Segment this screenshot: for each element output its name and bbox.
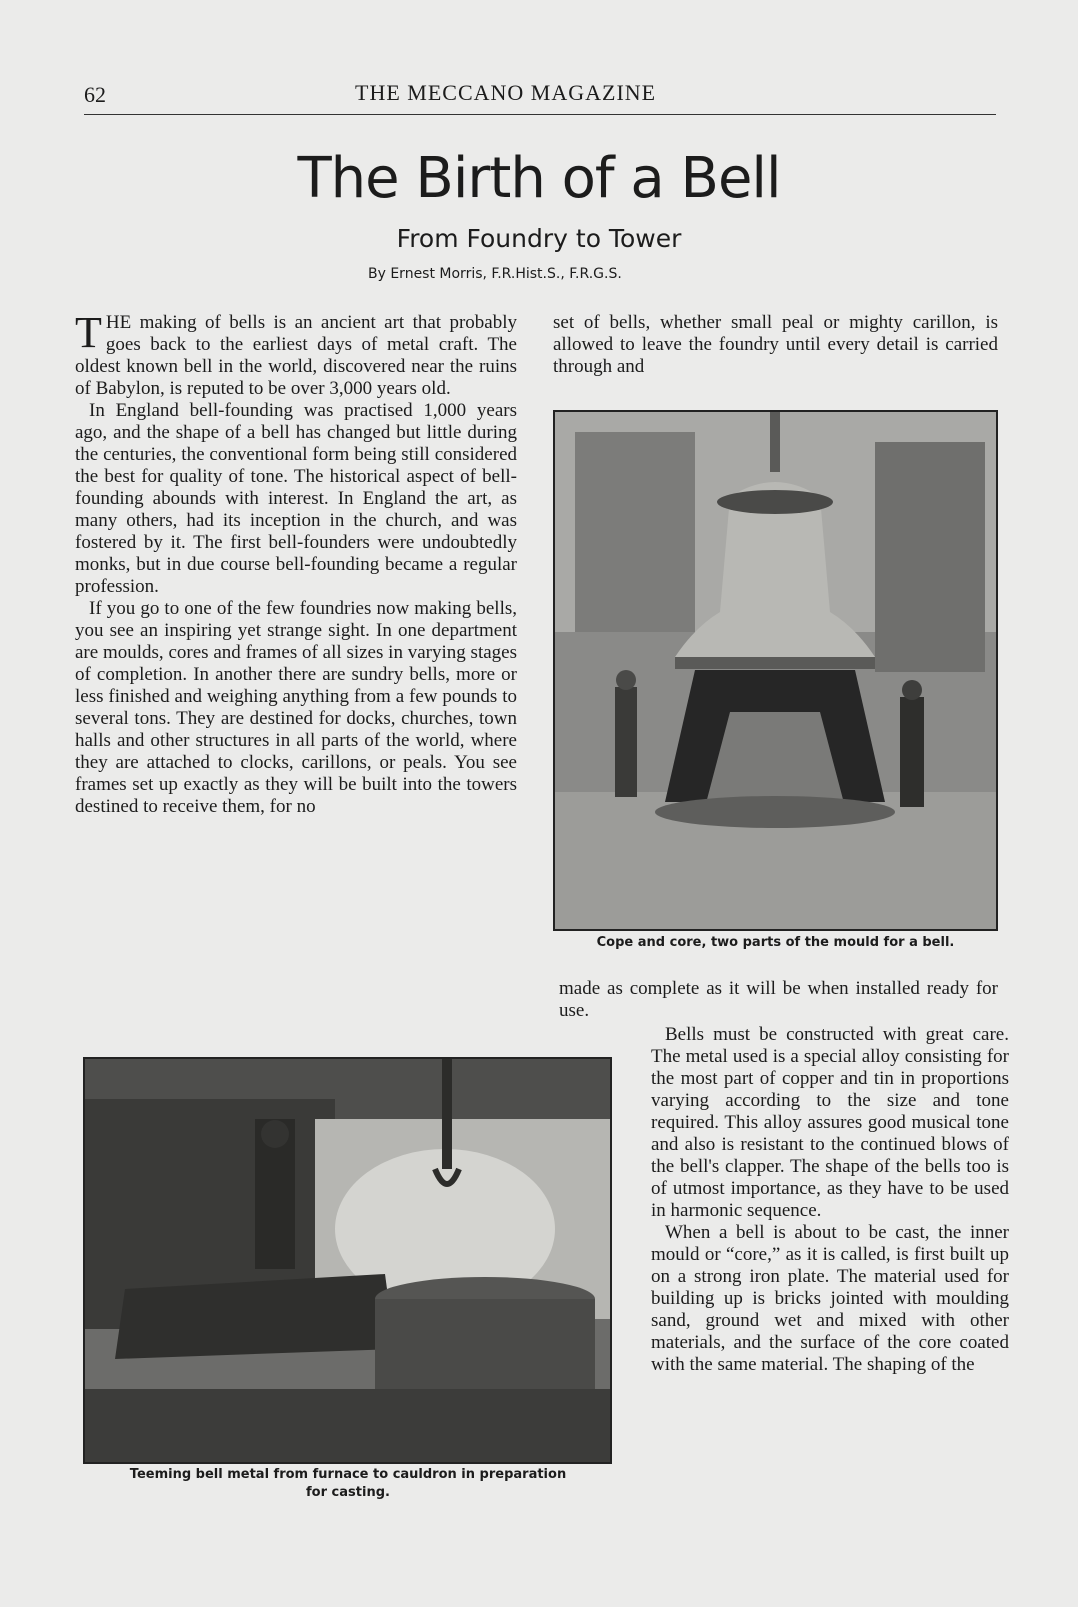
photo-teeming-metal: [83, 1057, 612, 1464]
article-title: The Birth of a Bell: [297, 146, 781, 211]
header-rule: [84, 114, 996, 115]
paragraph-1: THE making of bells is an ancient art that probably goes back to the earliest days of metal craft. The oldest known bell in the world, discovered near the ruins of Babylon, is reputed to be over 3,000 years old.: [75, 308, 517, 399]
right-column-continued: [559, 978, 998, 1022]
paragraph-7: When a bell is about to be cast, the inner mould or “core,” as it is called, is first built up on a strong iron plate. The material used for building up is bricks jointed with moulding sand, ground wet and mixed with other materials, and the surface of the core coated with the same material. The shaping of the: [651, 1222, 1009, 1375]
bell-mould-photo: [555, 412, 996, 929]
paragraph-4: set of bells, whether small peal or mighty carillon, is allowed to leave the foundry until every detail is carried through and: [553, 312, 998, 377]
paragraph-5: made as complete as it will be when installed ready for use.: [559, 978, 998, 1021]
right-column-top: [553, 312, 998, 378]
caption-cope-and-core: Cope and core, two parts of the mould for a bell.: [596, 935, 955, 950]
drop-cap: T: [75, 308, 102, 357]
paragraph-3: If you go to one of the few foundries now making bells, you see an inspiring yet strange sight. In one department are moulds, cores and frames of all sizes in varying stages of completion. In another there are sundry bells, more or less finished and weighing anything from a few pounds to several tons. They are destined for docks, churches, town halls and other structures in all parts of the world, where they are attached to clocks, carillons, or peals. You see frames set up exactly as they will be built into the towers destined to receive them, for no: [75, 598, 517, 817]
left-column: [75, 308, 517, 818]
page-number: 62: [84, 82, 106, 107]
caption-teeming-metal: Teeming bell metal from furnace to cauldron in preparation for casting.: [129, 1467, 567, 1500]
paragraph-2: In England bell-founding was practised 1,000 years ago, and the shape of a bell has changed but little during the centuries, the conventional form being still considered the best for quality of tone. The historical aspect of bell-founding abounds with interest. In England the art, as many others, had its inception in the church, and was fostered by it. The first bell-founders were undoubtedly monks, but in due course bell-founding became a regular profession.: [75, 400, 517, 597]
photo-cope-and-core: [553, 410, 998, 931]
foundry-casting-photo: [85, 1059, 610, 1462]
narrow-column: [651, 1024, 1009, 1376]
paragraph-6: Bells must be constructed with great care. The metal used is a special alloy consisting for the most part of copper and tin in proportions varying according to the size and tone required. This alloy assures good musical tone and also is resistant to the continued blows of the bell's clapper. The shape of the bells too is of utmost importance, as they have to be used in harmonic sequence.: [651, 1024, 1009, 1221]
article-subtitle: From Foundry to Tower: [396, 224, 682, 253]
article-byline: By Ernest Morris, F.R.Hist.S., F.R.G.S.: [368, 266, 622, 282]
running-header: THE MECCANO MAGAZINE: [355, 80, 657, 105]
